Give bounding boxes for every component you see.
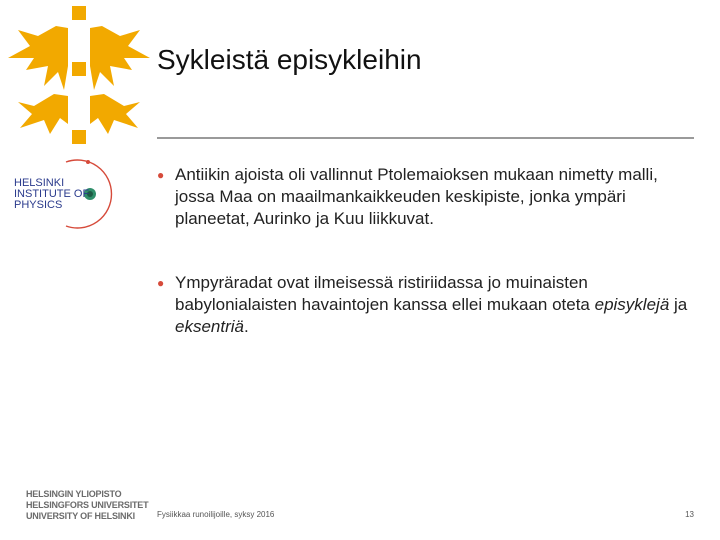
institute-name-line: PHYSICS [14, 199, 63, 211]
university-name-line: UNIVERSITY OF HELSINKI [26, 511, 135, 521]
university-name [26, 489, 148, 522]
institute-name-line: INSTITUTE OF [14, 188, 90, 200]
slide-title: Sykleistä episykleihin [157, 44, 422, 75]
title-divider [157, 137, 694, 139]
bullet-item [157, 272, 697, 338]
bullet-text-middle: ja [669, 295, 688, 314]
term-epicycles: episyklejä [594, 295, 670, 314]
bullet-text: Antiikin ajoista oli vallinnut Ptolemaioksen mukaan nimetty malli, jossa Maa on maailmankaikkeuden keskipiste, jonka ympäri planeetat, Aurinko ja Kuu liikkuvat. [175, 165, 658, 228]
bullet-text-start: Ympyräradat ovat ilmeisessä ristiriidassa jo muinaisten babylonialaisten havaintojen kanssa ellei mukaan oteta [175, 273, 595, 314]
bullet-dot-icon: ● [157, 168, 165, 182]
bullet-item [157, 164, 697, 230]
university-name-line: HELSINGIN YLIOPISTO [26, 489, 122, 499]
institute-name-line: HELSINKI [14, 177, 65, 189]
bullet-text-end: . [243, 317, 249, 336]
bullet-list [157, 164, 697, 338]
term-eccentric: eksentriä [175, 317, 244, 336]
university-flame-logo [8, 6, 150, 146]
institute-name [14, 178, 89, 211]
footer-course-text: Fysiikkaa runoilijoille, syksy 2016 [157, 510, 275, 519]
university-name-line: HELSINGFORS UNIVERSITET [26, 500, 149, 510]
bullet-dot-icon: ● [157, 276, 165, 290]
page-number: 13 [685, 510, 694, 519]
